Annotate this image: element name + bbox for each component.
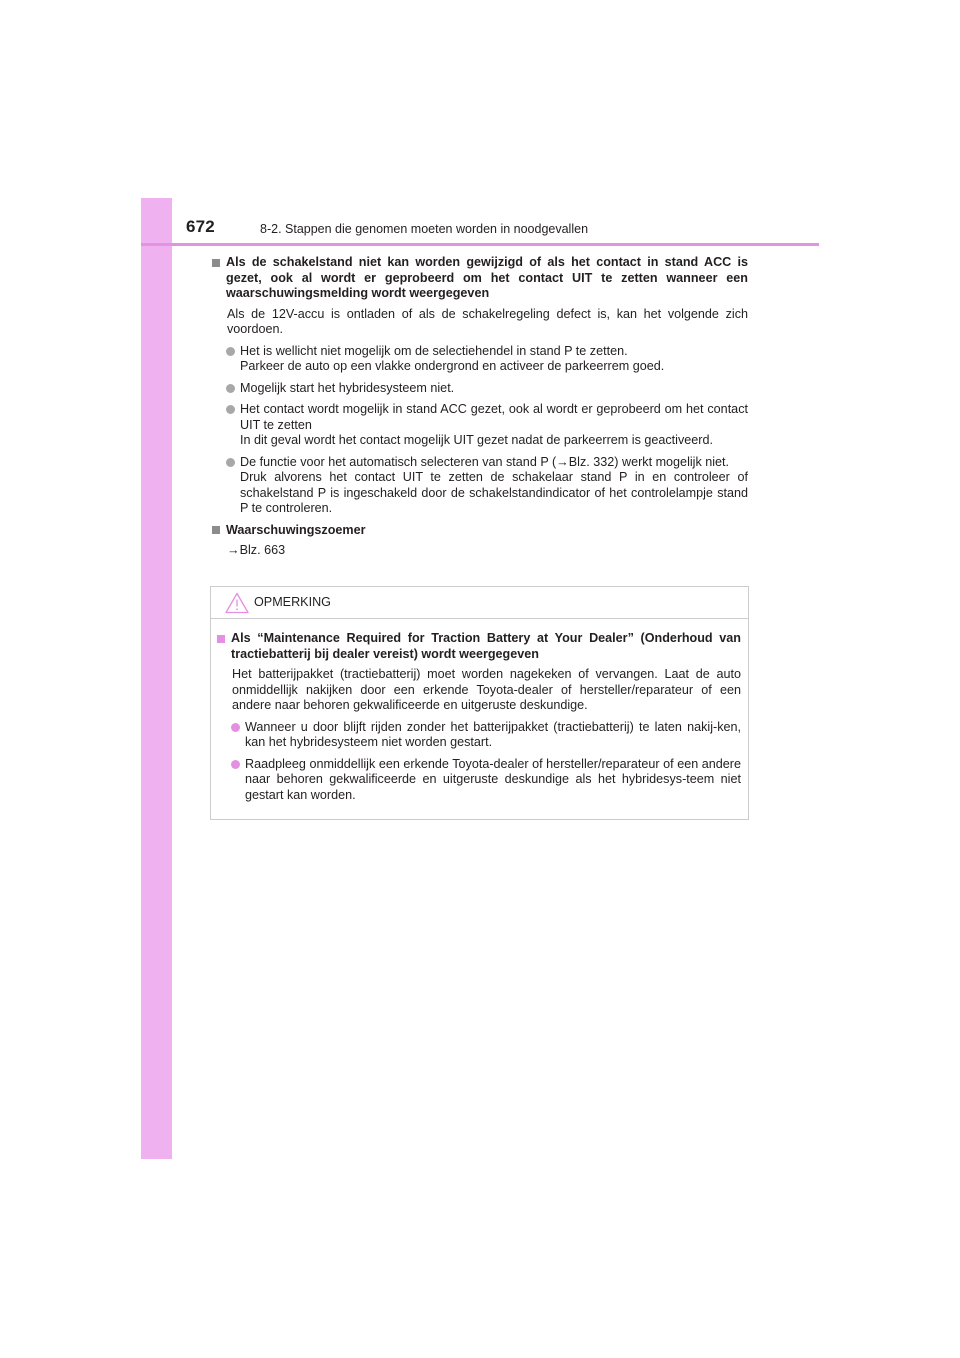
- circle-bullet-icon: [226, 458, 235, 467]
- list-item-subtext: In dit geval wordt het contact mogelijk UIT gezet nadat de parkeerrem is geactiveerd.: [240, 433, 713, 447]
- header-rule: [141, 243, 819, 246]
- list-item: [217, 720, 741, 751]
- circle-bullet-icon: [226, 347, 235, 356]
- list-item: [212, 402, 748, 449]
- list-item: [217, 757, 741, 804]
- list-item: [212, 344, 748, 375]
- notice-body: [211, 619, 748, 803]
- notice-title: OPMERKING: [254, 595, 331, 609]
- list-item-subtext: Parkeer de auto op een vlakke ondergrond en activeer de parkeerrem goed.: [240, 359, 665, 373]
- page-number: 672: [186, 217, 215, 236]
- section1-intro: Als de 12V-accu is ontladen of als de schakelregeling defect is, kan het volgende zich voordoen.: [227, 306, 748, 336]
- list-item-text: Wanneer u door blijft rijden zonder het batterijpakket (tractiebatterij) te laten nakij-ken, kan het hybridesysteem niet worden gestart.: [245, 719, 741, 749]
- circle-bullet-icon: [231, 760, 240, 769]
- page-reference: →Blz. 663: [227, 543, 286, 557]
- notice-intro: Het batterijpakket (tractiebatterij) moet worden nagekeken of vervangen. Laat de auto onmiddellijk nakijken door een erkende Toyota-dealer of hersteller/reparateur of een andere naar behoren gekwalificeerde en uitgeruste deskundige.: [232, 667, 741, 712]
- list-item-text: Raadpleeg onmiddellijk een erkende Toyota-dealer of hersteller/reparateur of een andere naar behoren gekwalificeerde en uitgeruste deskundige als het hybridesys-teem niet gestart kan worden.: [245, 756, 741, 802]
- section1-heading-text: Als de schakelstand niet kan worden gewijzigd of als het contact in stand ACC is gezet, ook al wordt er geprobeerd om het contact UIT te zetten wanneer een waarschuwingsmelding wordt weergegeven: [226, 255, 748, 300]
- chapter-side-band: [141, 198, 172, 1159]
- circle-bullet-icon: [226, 405, 235, 414]
- section1-heading: [212, 255, 748, 302]
- square-bullet-icon: [212, 526, 220, 534]
- square-bullet-icon: [212, 259, 220, 267]
- main-content: [212, 255, 748, 565]
- list-item-text: Het is wellicht niet mogelijk om de selectiehendel in stand P te zetten.: [240, 343, 628, 358]
- circle-bullet-icon: [231, 723, 240, 732]
- circle-bullet-icon: [226, 384, 235, 393]
- section-title: 8-2. Stappen die genomen moeten worden in noodgevallen: [260, 222, 589, 236]
- list-item: [212, 455, 748, 517]
- notice-header: [211, 587, 748, 619]
- list-item-text: Mogelijk start het hybridesysteem niet.: [240, 380, 455, 395]
- notice-box: [210, 586, 749, 820]
- list-item-text: Het contact wordt mogelijk in stand ACC gezet, ook al wordt er geprobeerd om het contact UIT te zetten: [240, 402, 748, 432]
- section2-heading-text: Waarschuwingszoemer: [226, 522, 366, 537]
- section2-heading: [212, 523, 748, 539]
- list-item-text: De functie voor het automatisch selecteren van stand P (→Blz. 332) werkt mogelijk niet.: [240, 454, 730, 469]
- notice-heading-text: Als “Maintenance Required for Traction Battery at Your Dealer” (Onderhoud van tractiebatterij bij dealer vereist) wordt weergegeven: [231, 631, 741, 661]
- list-item-subtext: Druk alvorens het contact UIT te zetten de schakelaar stand P in en controleer of schakelstand P is ingeschakeld door de schakelstandindicator of het controlelampje stand P te controleren.: [240, 470, 748, 515]
- warning-triangle-icon: [225, 592, 249, 619]
- list-item: [212, 381, 748, 397]
- notice-heading: [217, 631, 741, 662]
- square-bullet-icon: [217, 635, 225, 643]
